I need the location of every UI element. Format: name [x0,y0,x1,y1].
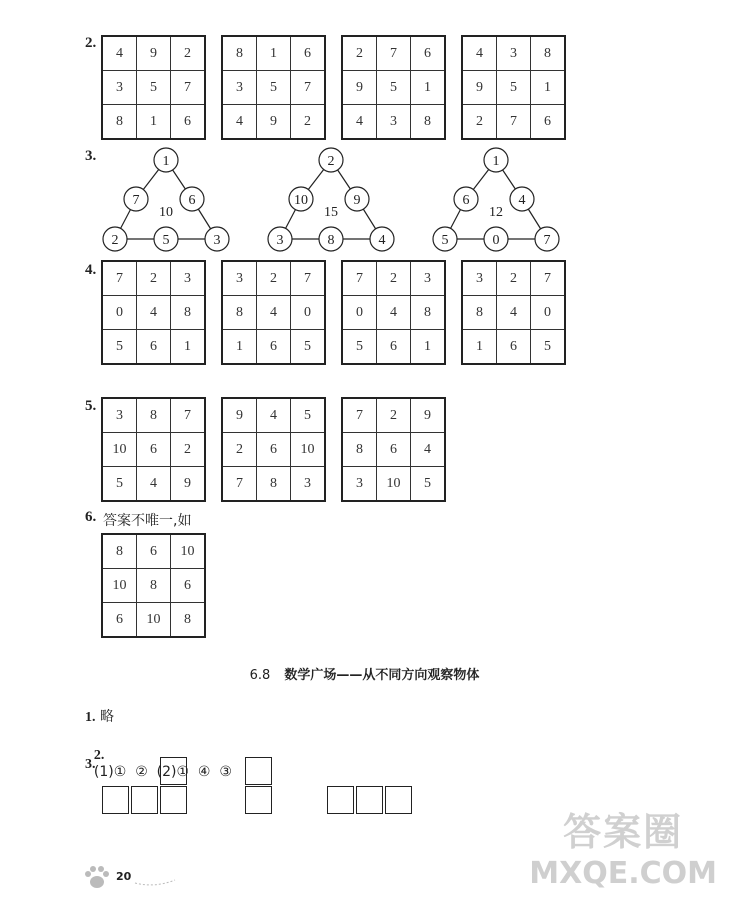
answer-3-label: 3. [85,757,96,772]
grid-cell: 6 [377,433,411,467]
view-square [102,786,129,814]
grid-cell: 0 [102,296,137,330]
grid-cell: 1 [171,330,206,365]
triangle-sum: 15 [324,205,338,220]
grid-cell: 2 [171,433,206,467]
grid-cell: 7 [222,467,257,502]
grid-cell: 3 [462,261,497,296]
grid-cell: 4 [137,296,171,330]
grid-cell: 6 [137,330,171,365]
grid-cell: 6 [137,433,171,467]
grid-cell: 10 [102,433,137,467]
grid-cell: 5 [531,330,566,365]
grid-cell: 5 [411,467,446,502]
page-number: 20 [116,870,132,883]
view-square [160,757,187,785]
grid-cell: 7 [291,71,326,105]
grid-cell: 1 [137,105,171,140]
grid-cell: 2 [497,261,531,296]
grid-cell: 7 [531,261,566,296]
q2-label: 2. [85,35,97,51]
grid-cell: 2 [377,398,411,433]
grid-cell: 7 [291,261,326,296]
grid-cell: 0 [291,296,326,330]
triangle-node-value: 1 [162,154,170,169]
number-grid [221,260,326,365]
grid-cell: 9 [342,71,377,105]
grid-cell: 1 [222,330,257,365]
number-grid [341,260,446,365]
grid-cell: 7 [171,71,206,105]
triangle-node-value: 7 [543,233,551,248]
triangle-node-value: 6 [188,193,196,208]
grid-cell: 5 [377,71,411,105]
grid-cell: 3 [497,36,531,71]
answer-2 [85,731,232,780]
answer-1-label: 1. [85,710,96,725]
grid-cell: 4 [257,398,291,433]
triangle-node-value: 2 [327,154,335,169]
grid-cell: 4 [342,105,377,140]
grid-cell: 4 [497,296,531,330]
section-heading: 数学广场——从不同方向观察物体 [284,668,480,683]
grid-cell: 3 [291,467,326,502]
view-square [245,786,272,814]
grid-cell: 4 [411,433,446,467]
triangle-sum: 12 [489,205,503,220]
grid-cell: 10 [102,569,137,603]
grid-cell: 6 [257,433,291,467]
q4-label: 4. [85,262,97,278]
number-grid [101,533,206,638]
grid-cell: 9 [222,398,257,433]
number-grid [101,260,206,365]
triangle-node-value: 8 [327,233,335,248]
grid-cell: 2 [291,105,326,140]
triangle-node-value: 6 [462,193,470,208]
grid-cell: 10 [291,433,326,467]
grid-cell: 5 [257,71,291,105]
grid-cell: 8 [257,467,291,502]
grid-cell: 6 [377,330,411,365]
grid-cell: 6 [102,603,137,638]
answer-2-label: 2. [93,748,105,763]
grid-cell: 7 [497,105,531,140]
grid-cell: 4 [377,296,411,330]
grid-cell: 10 [171,534,206,569]
grid-cell: 5 [291,398,326,433]
number-grid [461,260,566,365]
grid-cell: 3 [411,261,446,296]
triangle-node-value: 5 [162,233,170,248]
grid-cell: 8 [137,569,171,603]
watermark [529,801,717,891]
grid-cell: 2 [171,36,206,71]
watermark-logo: 答案圈 [563,810,684,854]
grid-cell: 8 [171,296,206,330]
grid-cell: 3 [377,105,411,140]
grid-cell: 8 [411,105,446,140]
grid-cell: 6 [497,330,531,365]
grid-cell: 0 [531,296,566,330]
grid-cell: 6 [531,105,566,140]
view-square [160,786,187,814]
grid-cell: 5 [102,467,137,502]
grid-cell: 1 [462,330,497,365]
answer-1-text: 略 [99,709,114,725]
grid-cell: 8 [171,603,206,638]
grid-cell: 2 [257,261,291,296]
answer-3 [85,756,96,773]
answer-1 [85,706,114,726]
grid-cell: 6 [171,569,206,603]
triangle-node-value: 10 [294,193,308,208]
number-grid [101,397,206,502]
grid-cell: 4 [222,105,257,140]
grid-cell: 5 [342,330,377,365]
triangle-sum: 10 [159,205,173,220]
grid-cell: 8 [462,296,497,330]
watermark-url: MXQE.COM [529,856,717,891]
grid-cell: 1 [531,71,566,105]
grid-cell: 7 [102,261,137,296]
number-grid [221,397,326,502]
grid-cell: 9 [137,36,171,71]
grid-cell: 3 [222,71,257,105]
grid-cell: 2 [462,105,497,140]
triangle-node-value: 3 [276,233,284,248]
view-square [327,786,354,814]
grid-cell: 8 [102,105,137,140]
section-number: 6.8 [249,668,271,683]
grid-cell: 2 [377,261,411,296]
grid-cell: 4 [137,467,171,502]
triangle-node-value: 9 [353,193,361,208]
q3-label: 3. [85,148,97,164]
grid-cell: 2 [137,261,171,296]
answer-2-text: (1)① ② (2)① ④ ③ [93,764,232,780]
view-square [245,757,272,785]
grid-cell: 8 [531,36,566,71]
triangle-node-value: 0 [492,233,500,248]
paw-icon [80,862,116,892]
triangle-node-value: 3 [213,233,221,248]
grid-cell: 8 [137,398,171,433]
triangle-node-value: 4 [378,233,386,248]
grid-cell: 5 [137,71,171,105]
grid-cell: 3 [222,261,257,296]
grid-cell: 9 [462,71,497,105]
grid-cell: 8 [342,433,377,467]
q5-label: 5. [85,398,97,414]
grid-cell: 4 [257,296,291,330]
grid-cell: 1 [411,330,446,365]
triangle-node-value: 1 [492,154,500,169]
triangle-node-value: 4 [518,193,526,208]
grid-cell: 6 [291,36,326,71]
grid-cell: 7 [171,398,206,433]
grid-cell: 5 [497,71,531,105]
section-title [0,664,729,683]
grid-cell: 10 [137,603,171,638]
grid-cell: 1 [411,71,446,105]
grid-cell: 7 [342,261,377,296]
grid-cell: 8 [102,534,137,569]
grid-cell: 5 [102,330,137,365]
grid-cell: 6 [411,36,446,71]
triangle-node-value: 5 [441,233,449,248]
view-square [131,786,158,814]
grid-cell: 10 [377,467,411,502]
grid-cell: 7 [377,36,411,71]
grid-cell: 9 [411,398,446,433]
number-grid [341,397,446,502]
grid-cell: 2 [342,36,377,71]
grid-cell: 9 [257,105,291,140]
grid-cell: 4 [102,36,137,71]
grid-cell: 3 [102,398,137,433]
q6-text: 答案不唯一,如 [103,513,192,529]
q6-label: 6. [85,509,97,525]
grid-cell: 3 [102,71,137,105]
grid-cell: 3 [342,467,377,502]
grid-cell: 8 [222,296,257,330]
grid-cell: 6 [171,105,206,140]
grid-cell: 6 [257,330,291,365]
grid-cell: 7 [342,398,377,433]
view-square [356,786,383,814]
grid-cell: 8 [222,36,257,71]
grid-cell: 3 [171,261,206,296]
grid-cell: 9 [171,467,206,502]
view-square [385,786,412,814]
grid-cell: 0 [342,296,377,330]
grid-cell: 4 [462,36,497,71]
grid-cell: 6 [137,534,171,569]
grid-cell: 1 [257,36,291,71]
grid-cell: 8 [411,296,446,330]
grid-cell: 5 [291,330,326,365]
triangle-node-value: 7 [132,193,140,208]
triangle-node-value: 2 [111,233,119,248]
grid-cell: 2 [222,433,257,467]
